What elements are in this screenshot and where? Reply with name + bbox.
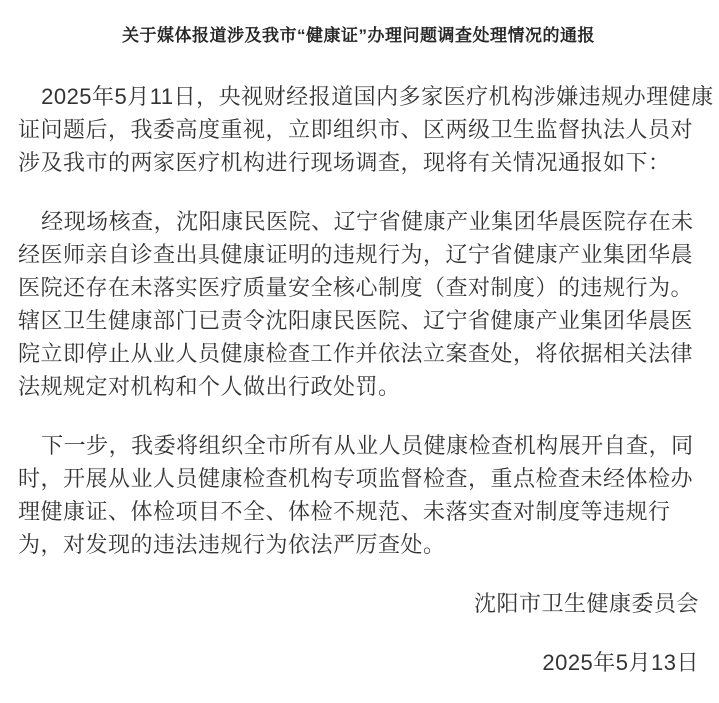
text-line: 院立即停止从业人员健康检查工作并依法立案查处，将依据相关法律 — [18, 341, 694, 366]
text-line: 法规规定对机构和个人做出行政处罚。 — [18, 374, 401, 399]
signature: 沈阳市卫生健康委员会 — [473, 591, 699, 616]
text-line: 涉及我市的两家医疗机构进行现场调查，现将有关情况通报如下： — [18, 150, 671, 175]
text-line: 证问题后，我委高度重视，立即组织市、区两级卫生监督执法人员对 — [18, 117, 694, 142]
paragraph-next-steps — [18, 429, 699, 561]
text-line: 经现场核查，沈阳康民医院、辽宁省健康产业集团华晨医院存在未 — [41, 209, 694, 234]
notice-title: 关于媒体报道涉及我市“健康证”办理问题调查处理情况的通报 — [122, 26, 595, 45]
text-line: 理健康证、体检项目不全、体检不规范、未落实查对制度等违规行 — [18, 499, 671, 524]
text-line: 辖区卫生健康部门已责令沈阳康民医院、辽宁省健康产业集团华晨医 — [18, 308, 694, 333]
text-line: 时，开展从业人员健康检查机构专项监督检查，重点检查未经体检办 — [18, 466, 694, 491]
text-line: 下一步，我委将组织全市所有从业人员健康检查机构展开自查，同 — [41, 433, 694, 458]
text-line: 2025年5月11日，央视财经报道国内多家医疗机构涉嫌违规办理健康 — [41, 84, 714, 109]
paragraph-intro — [18, 80, 714, 179]
text-line: 经医师亲自诊查出具健康证明的违规行为，辽宁省健康产业集团华晨 — [18, 242, 694, 267]
notice-date: 2025年5月13日 — [542, 650, 699, 675]
text-line: 为，对发现的违法违规行为依法严厉查处。 — [18, 532, 446, 557]
paragraph-findings — [18, 205, 699, 403]
text-line: 医院还存在未落实医疗质量安全核心制度（查对制度）的违规行为。 — [18, 275, 694, 300]
